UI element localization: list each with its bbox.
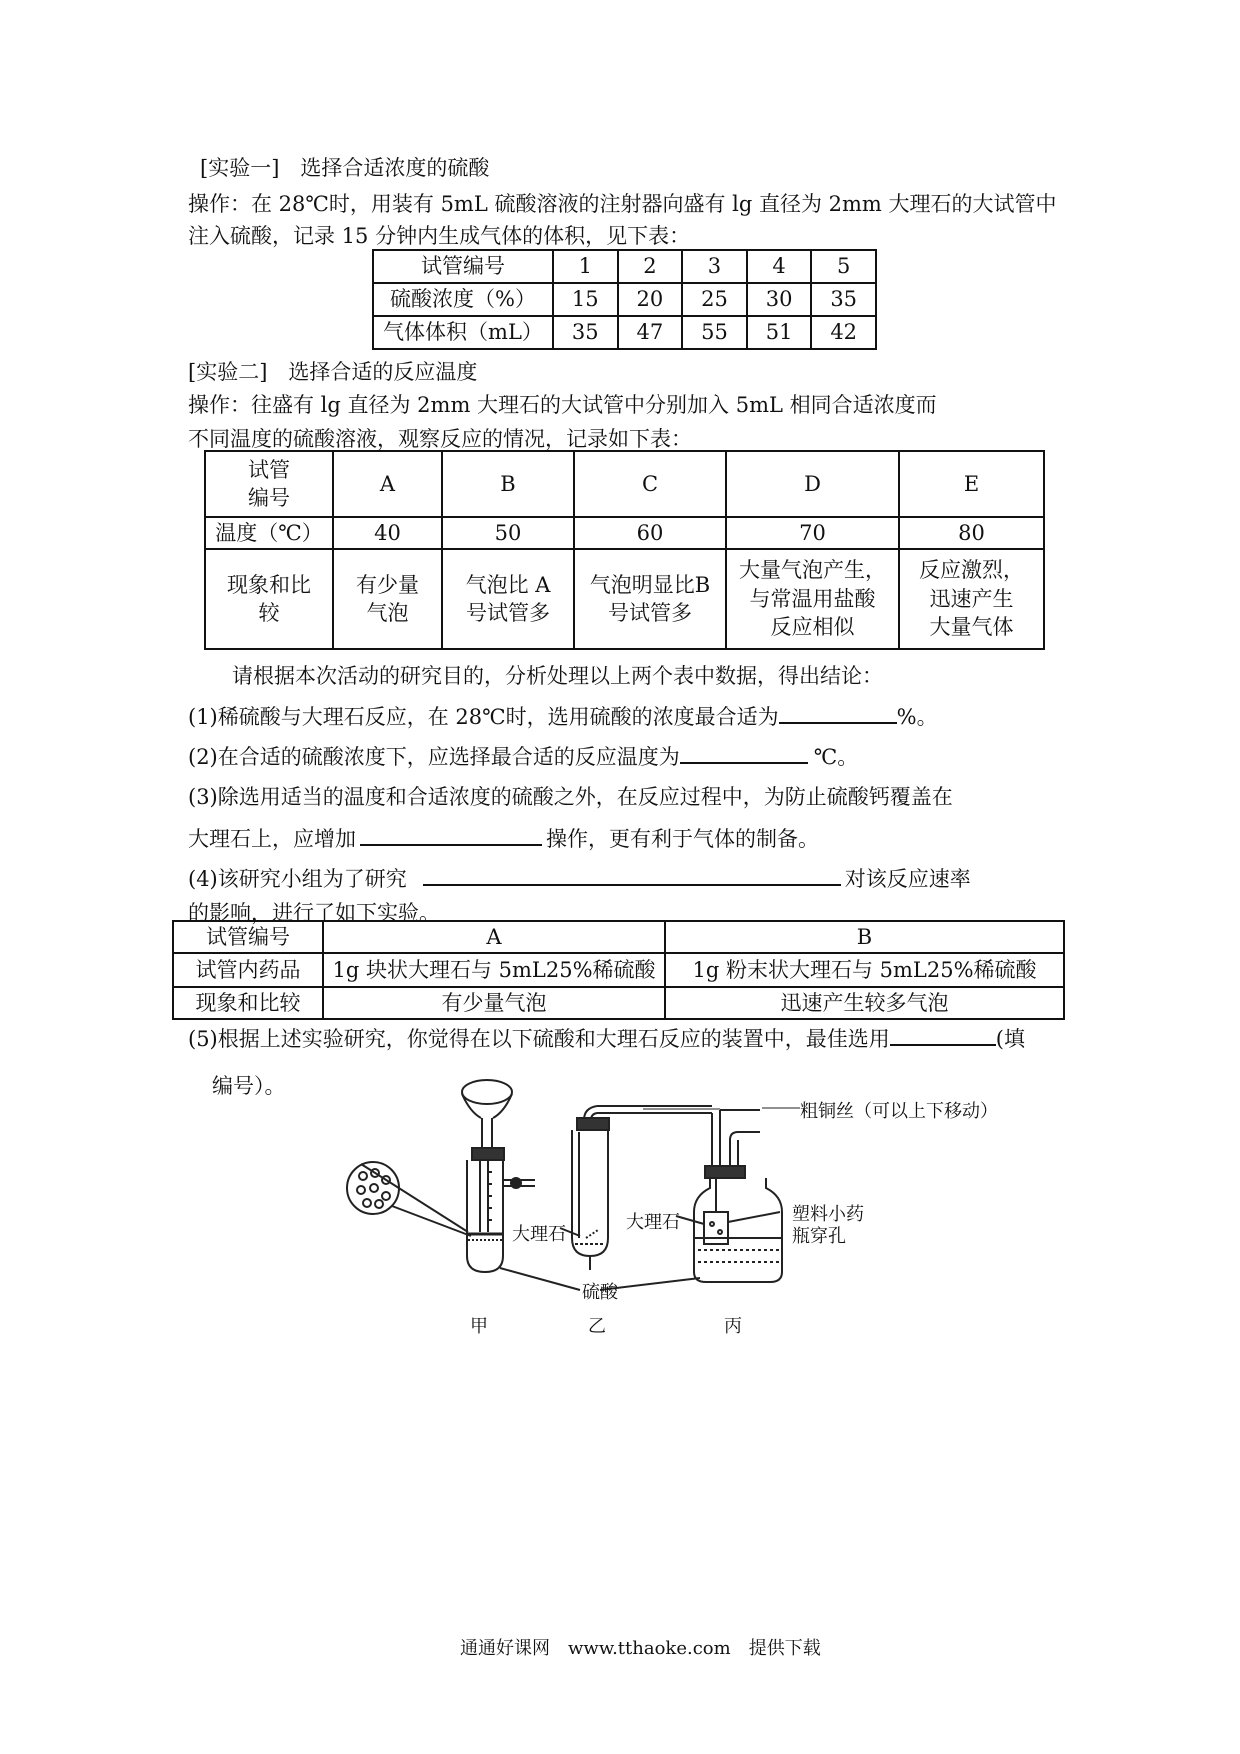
- question-3-line1: (3)除选用适当的温度和合适浓度的硫酸之外，在反应过程中，为防止硫酸钙覆盖在: [188, 785, 953, 809]
- table-cell: 40: [333, 517, 442, 549]
- table-cell: E: [899, 451, 1044, 517]
- table-row: [173, 953, 1064, 987]
- exp2-operation-line1: 操作：往盛有 lg 直径为 2mm 大理石的大试管中分别加入 5mL 相同合适浓度而: [188, 393, 937, 417]
- answer-blank-4[interactable]: [423, 862, 841, 886]
- table-cell: 现象和比较: [173, 987, 323, 1019]
- answer-blank-2[interactable]: [680, 740, 808, 764]
- question-3-line2: [188, 822, 819, 853]
- table-cell: 试管 编号: [205, 451, 333, 517]
- table-cell: 大量气泡产生， 与常温用盐酸 反应相似: [726, 549, 899, 649]
- table-cell: 25: [682, 283, 747, 316]
- table-cell: 气泡比 A 号试管多: [442, 549, 574, 649]
- table-cell: 反应激烈， 迅速产生 大量气体: [899, 549, 1044, 649]
- answer-blank-1[interactable]: [779, 700, 897, 724]
- label-copper-wire: 粗铜丝（可以上下移动）: [800, 1101, 998, 1122]
- table-cell: 5: [811, 250, 876, 283]
- table-cell: 1g 块状大理石与 5mL25%稀硫酸: [323, 953, 665, 987]
- label-plastic-bottle-2: 瓶穿孔: [792, 1226, 846, 1247]
- exp1-operation-line2: 注入硫酸，记录 15 分钟内生成气体的体积，见下表：: [188, 224, 691, 248]
- table-cell: 1g 粉末状大理石与 5mL25%稀硫酸: [665, 953, 1064, 987]
- table-row: [205, 451, 1044, 517]
- label-jia: 甲: [470, 1316, 488, 1337]
- question-1-unit: %。: [896, 705, 938, 729]
- table-cell: 试管内药品: [173, 953, 323, 987]
- question-4-line1: [188, 862, 971, 893]
- apparatus-bing: [642, 1106, 782, 1282]
- label-plastic-bottle-1: 塑料小药: [792, 1204, 864, 1225]
- label-bing: 丙: [724, 1316, 742, 1337]
- exp2-table: [204, 450, 1045, 650]
- question-5-line2: 编号）。: [212, 1074, 286, 1098]
- table-cell: 现象和比 较: [205, 549, 333, 649]
- question-2: [188, 740, 858, 771]
- label-marble-2: 大理石: [626, 1212, 680, 1233]
- table-cell: A: [323, 921, 665, 953]
- table-cell: 55: [682, 316, 747, 349]
- exp1-table: [372, 249, 877, 350]
- table-cell: 1: [553, 250, 618, 283]
- table-cell: 35: [811, 283, 876, 316]
- table-cell: 试管编号: [173, 921, 323, 953]
- table-cell: 51: [747, 316, 812, 349]
- table-cell: 温度（℃）: [205, 517, 333, 549]
- table-cell: 有少量气泡: [323, 987, 665, 1019]
- table-cell: 3: [682, 250, 747, 283]
- table-cell: 30: [747, 283, 812, 316]
- question-3-text: 大理石上，应增加: [188, 827, 356, 851]
- label-marble-1: 大理石: [512, 1224, 566, 1245]
- question-4-line2: 的影响，进行了如下实验。: [188, 901, 440, 925]
- question-2-text: (2)在合适的硫酸浓度下，应选择最合适的反应温度为: [188, 745, 680, 769]
- table-cell: 80: [899, 517, 1044, 549]
- exp1-operation-line1: 操作：在 28℃时，用装有 5mL 硫酸溶液的注射器向盛有 lg 直径为 2mm 大理石的大试管中: [188, 192, 1057, 216]
- table-cell: 硫酸浓度（%）: [373, 283, 553, 316]
- table-cell: D: [726, 451, 899, 517]
- table-row: [373, 283, 876, 316]
- question-5-line1: [188, 1022, 1025, 1053]
- table-cell: A: [333, 451, 442, 517]
- table-cell: 35: [553, 316, 618, 349]
- table-cell: 20: [618, 283, 683, 316]
- label-sulfuric-acid: 硫酸: [582, 1282, 618, 1303]
- exp1-heading: [实验一] 选择合适浓度的硫酸: [200, 156, 490, 180]
- answer-blank-3[interactable]: [360, 822, 542, 846]
- questions-intro: 请根据本次活动的研究目的，分析处理以上两个表中数据，得出结论：: [232, 664, 883, 688]
- table-cell: 气泡明显比B 号试管多: [574, 549, 726, 649]
- exp2-operation-line2: 不同温度的硫酸溶液，观察反应的情况，记录如下表：: [188, 427, 692, 451]
- table-cell: 50: [442, 517, 574, 549]
- question-4-text: (4)该研究小组为了研究: [188, 867, 407, 891]
- table-cell: 60: [574, 517, 726, 549]
- table-row: [373, 250, 876, 283]
- table-cell: 试管编号: [373, 250, 553, 283]
- table-cell: 2: [618, 250, 683, 283]
- table-cell: B: [665, 921, 1064, 953]
- exp3-table: [172, 920, 1065, 1020]
- exp2-heading: [实验二] 选择合适的反应温度: [188, 360, 478, 384]
- table-cell: 47: [618, 316, 683, 349]
- table-cell: 有少量 气泡: [333, 549, 442, 649]
- table-cell: 15: [553, 283, 618, 316]
- question-1: [188, 700, 938, 731]
- table-cell: B: [442, 451, 574, 517]
- table-cell: C: [574, 451, 726, 517]
- page-footer: 通通好课网 www.tthaoke.com 提供下载: [460, 1638, 821, 1659]
- table-cell: 42: [811, 316, 876, 349]
- table-row: [173, 987, 1064, 1019]
- table-row: [205, 549, 1044, 649]
- table-cell: 迅速产生较多气泡: [665, 987, 1064, 1019]
- table-row: [205, 517, 1044, 549]
- table-row: [173, 921, 1064, 953]
- question-3-tail: 操作，更有利于气体的制备。: [546, 827, 819, 851]
- table-row: [373, 316, 876, 349]
- label-yi: 乙: [588, 1316, 606, 1337]
- table-cell: 70: [726, 517, 899, 549]
- question-4-tail: 对该反应速率: [844, 867, 971, 891]
- question-5-tail: (填: [995, 1027, 1025, 1051]
- answer-blank-5[interactable]: [890, 1022, 996, 1046]
- table-cell: 气体体积（mL）: [373, 316, 553, 349]
- table-cell: 4: [747, 250, 812, 283]
- apparatus-jia: [347, 1080, 535, 1272]
- question-5-text: (5)根据上述实验研究，你觉得在以下硫酸和大理石反应的装置中，最佳选用: [188, 1027, 890, 1051]
- question-2-unit: ℃。: [813, 745, 859, 769]
- question-1-text: (1)稀硫酸与大理石反应，在 28℃时，选用硫酸的浓度最合适为: [188, 705, 779, 729]
